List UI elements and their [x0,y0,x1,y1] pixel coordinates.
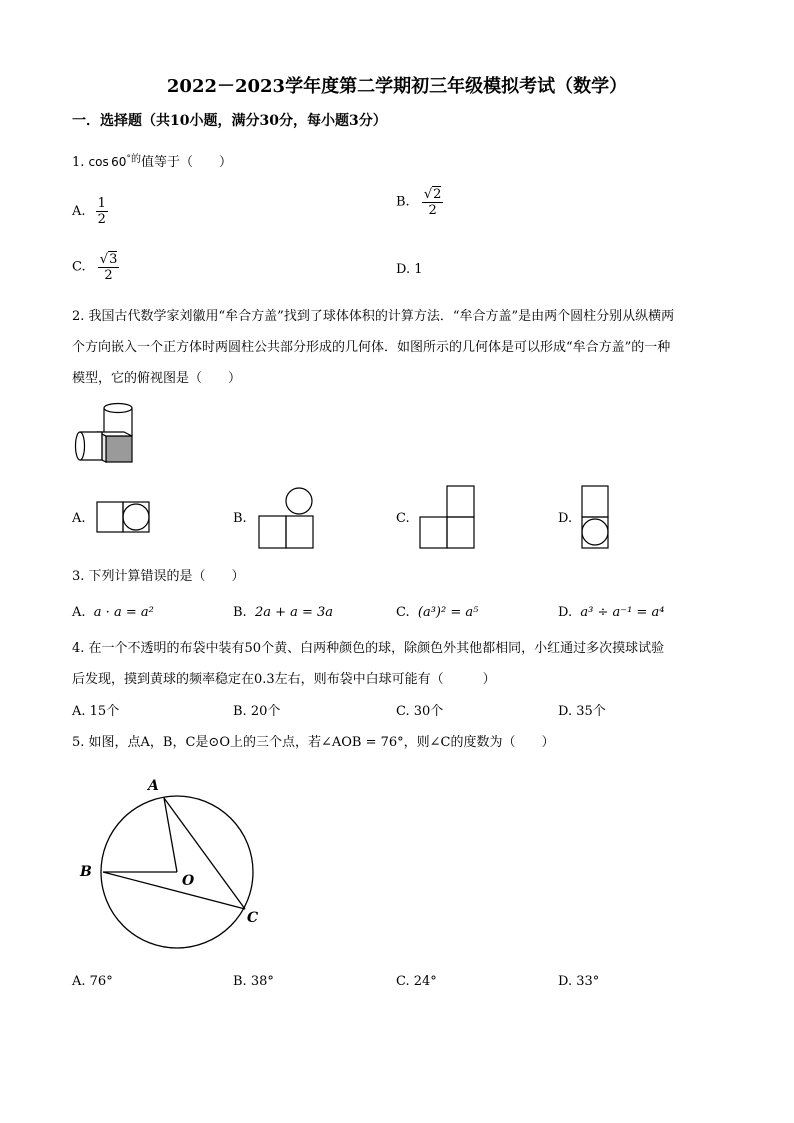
q1-option-c: C. $\frac{√3}{2}$ [72,252,118,283]
q1-stem [72,150,232,172]
q2-line2: 个方向嵌入一个正方体时两圆柱公共部分形成的几何体．如图所示的几何体是可以形成“牟合方盖”的一种 [72,340,671,355]
q2-option-d-label: D. [558,511,573,526]
q5-option-d: D. 33° [558,974,600,989]
q4-line2: 后发现，摸到黄球的频率稳定在0.3左右，则布袋中白球可能有（ ） [72,672,496,687]
q2-option-d-figure [580,484,612,550]
point-label-o: O [182,873,195,889]
q3-option-c: C. (a³)² = a⁵ [396,605,479,620]
q5-stem: 5. 如图，点A，B，C是⊙O上的三个点，若∠AOB = 76°，则∠C的度数为（ ） [72,735,555,750]
q3-option-a: A. a · a = a² [72,605,154,620]
q5-option-c: C. 24° [396,974,437,989]
q1-text: 值等于（ ） [140,155,232,170]
q5-option-a: A. 76° [72,974,113,989]
q2-option-b-label: B. [233,511,247,526]
q4-line1: 4. 在一个不透明的布袋中装有50个黄、白两种颜色的球，除颜色外其他都相同，小红通过多次摸球试验 [72,641,665,656]
q1-number: 1. [72,155,85,170]
q5-option-b: B. 38° [233,974,274,989]
q2-line1: 2. 我国古代数学家刘徽用“牟合方盖”找到了球体体积的计算方法．“牟合方盖”是由两个圆柱分别从纵横两 [72,309,675,324]
point-label-a: A [148,778,159,794]
q1-option-d: D. 1 [396,262,423,277]
segment-ac [164,798,245,909]
q2-option-c-label: C. [396,511,410,526]
q4-option-b: B. 20个 [233,704,281,719]
q1-option-b: B. $\frac{√2}{2}$ [396,187,442,218]
q3-option-d: D. a³ ÷ a⁻¹ = a⁴ [558,605,665,620]
q2-option-a-figure [96,500,154,534]
q3-option-b: B. 2a + a = 3a [233,605,334,620]
q4-option-a: A. 15个 [72,704,120,719]
q2-line3: 模型，它的俯视图是（ ） [72,371,242,386]
q2-solid-figure [74,400,136,468]
q5-circle-figure [70,770,270,960]
q2-option-a-label: A. [72,511,86,526]
q2-option-b-figure [258,484,316,550]
q1-expr: $\cos 60^{^\circ 的}$ [88,154,141,169]
q4-option-d: D. 35个 [558,704,606,719]
point-label-b: B [80,864,92,880]
q2-option-c-figure [419,484,477,550]
section-header: 一．选择题（共10小题，满分30分，每小题3分） [72,113,387,129]
segment-oa [164,798,177,872]
point-label-c: C [247,910,259,926]
q4-option-c: C. 30个 [396,704,444,719]
page-title: 2022－2023学年度第二学期初三年级模拟考试（数学） [166,76,628,97]
q3-stem: 3. 下列计算错误的是（ ） [72,569,245,584]
q1-option-a: A. $\frac{1}{2}$ [72,196,106,227]
segment-bc [103,872,245,909]
